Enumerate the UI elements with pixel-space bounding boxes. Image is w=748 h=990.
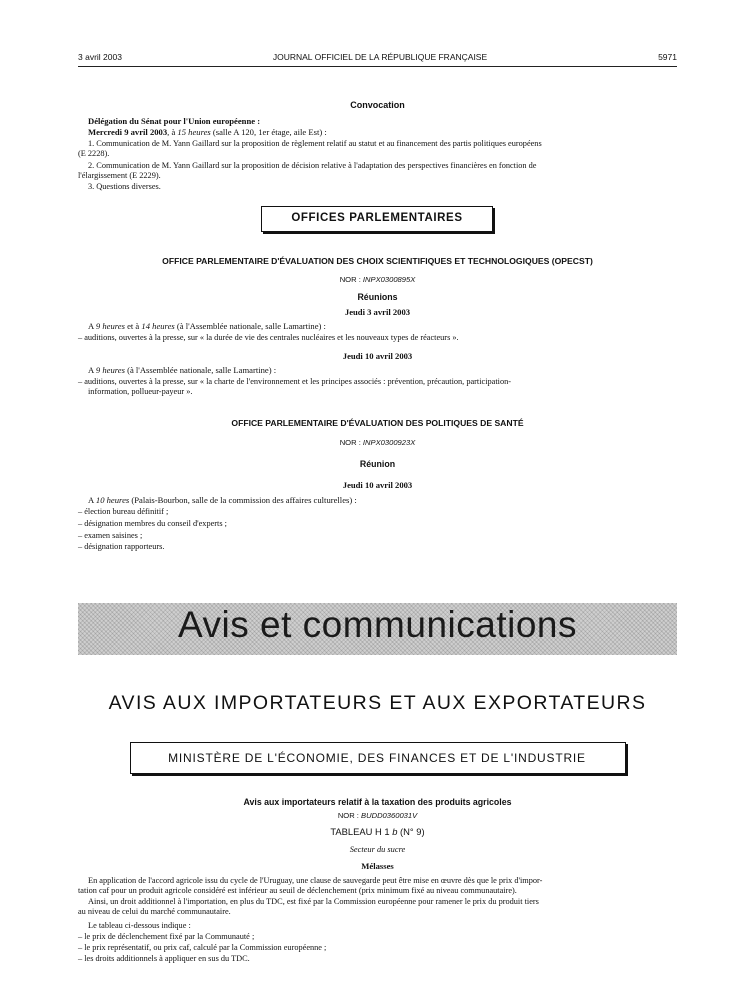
sante-title: OFFICE PARLEMENTAIRE D'ÉVALUATION DES POLITIQUES DE SANTÉ: [231, 418, 524, 428]
tableau-b: b: [392, 826, 398, 837]
sante-item-2: – désignation membres du conseil d'experts ;: [78, 519, 227, 528]
notice-list-item-1: – le prix de déclenchement fixé par la Communauté ;: [78, 932, 255, 941]
opecst-day-2-item: – auditions, ouvertes à la presse, sur « la charte de l'environnement et les principes associés : prévention, précaution, participation-: [78, 377, 512, 386]
ministry-title: MINISTÈRE DE L'ÉCONOMIE, DES FINANCES ET DE L'INDUSTRIE: [168, 751, 586, 765]
opecst-d1-a: A: [88, 321, 96, 331]
convocation-date-line: [88, 127, 327, 138]
convocation-date-sep: , à: [167, 127, 178, 137]
sante-line-c: (Palais-Bourbon, salle de la commission des affaires culturelles) :: [129, 495, 357, 505]
notice-para-1: En application de l'accord agricole issu du cycle de l'Uruguay, une clause de sauvegarde peut être mise en œuvre dès que le prix d'impor-: [88, 876, 543, 885]
opecst-day-1-item: – auditions, ouvertes à la presse, sur « la durée de vie des centrales nucléaires et les nouveaux types de réacteurs ».: [78, 333, 459, 342]
sante-line: [88, 495, 357, 506]
convocation-item-3: 3. Questions diverses.: [88, 182, 161, 191]
opecst-day-1-line: [88, 321, 326, 332]
tableau-c: (N° 9): [397, 826, 425, 837]
sante-nor-value: INPX0300923X: [362, 438, 416, 447]
opecst-day-2-item-cont: information, pollueur-payeur ».: [88, 387, 193, 396]
tableau-heading: [78, 826, 677, 837]
notice-para-3: Le tableau ci-dessous indique :: [88, 921, 191, 930]
melasses-heading: Mélasses: [361, 861, 394, 871]
opecst-day-1: Jeudi 3 avril 2003: [344, 307, 411, 317]
opecst-d2-a: A: [88, 365, 96, 375]
sante-day: Jeudi 10 avril 2003: [342, 480, 413, 490]
opecst-nor-label: NOR :: [339, 275, 363, 284]
notice-list-item-2: – le prix représentatif, ou prix caf, calculé par la Commission européenne ;: [78, 943, 327, 952]
notice-nor-label: NOR :: [337, 811, 362, 820]
opecst-title: OFFICE PARLEMENTAIRE D'ÉVALUATION DES CHOIX SCIENTIFIQUES ET TECHNOLOGIQUES (OPECST): [162, 256, 593, 266]
opecst-day-2-line: [88, 365, 276, 376]
header-rule: [78, 66, 677, 67]
opecst-day-2: Jeudi 10 avril 2003: [342, 351, 413, 361]
notice-para-1-cont: tation caf pour un produit agricole considéré est inférieur au seuil de déclenchement (prix minimum fixé au niveau communautaire).: [78, 886, 517, 895]
notice-nor-value: BUDD0360031V: [361, 811, 418, 820]
convocation-time: 15 heures: [177, 127, 211, 137]
convocation-date: Mercredi 9 avril 2003: [88, 127, 168, 137]
opecst-d2-time: 9 heures: [95, 365, 125, 375]
sante-time: 10 heures: [95, 495, 130, 505]
opecst-d1-time-2: 14 heures: [141, 321, 175, 331]
avis-section-title: AVIS AUX IMPORTATEURS ET AUX EXPORTATEURS: [108, 692, 647, 714]
convocation-item-2-cont: l'élargissement (E 2229).: [78, 171, 161, 180]
tableau-a: TABLEAU H 1: [330, 826, 393, 837]
offices-box-title: OFFICES PARLEMENTAIRES: [291, 212, 463, 224]
notice-para-2: Ainsi, un droit additionnel à l'importation, en plus du TDC, est fixé par la Commission européenne pour ramener le prix du produit tiers: [88, 897, 539, 906]
opecst-reunions-heading: Réunions: [357, 292, 398, 302]
opecst-d2-c: (à l'Assemblée nationale, salle Lamartine) :: [124, 365, 277, 375]
header-page-number: 5971: [658, 52, 677, 62]
opecst-nor-value: INPX0300895X: [362, 275, 416, 284]
opecst-d1-time-1: 9 heures: [95, 321, 125, 331]
notice-list-item-3: – les droits additionnels à appliquer en sus du TDC.: [78, 954, 250, 963]
sante-item-1: – élection bureau définitif ;: [78, 507, 169, 516]
convocation-place: (salle A 120, 1er étage, aile Est) :: [210, 127, 327, 137]
sante-line-a: A: [88, 495, 96, 505]
notice-title: Avis aux importateurs relatif à la taxation des produits agricoles: [243, 797, 512, 807]
header-date: 3 avril 2003: [78, 52, 122, 62]
notice-para-2-cont: au niveau de celui du marché communautaire.: [78, 907, 231, 916]
opecst-nor: [78, 275, 677, 284]
notice-nor: [78, 811, 677, 820]
secteur-label: Secteur du sucre: [349, 845, 406, 854]
convocation-item-1: 1. Communication de M. Yann Gaillard sur la proposition de règlement relatif au statut et au financement des partis politiques européens: [88, 139, 542, 148]
convocation-delegation: Délégation du Sénat pour l'Union européenne :: [88, 116, 261, 126]
header-journal-title: JOURNAL OFFICIEL DE LA RÉPUBLIQUE FRANÇAISE: [272, 52, 488, 62]
sante-item-4: – désignation rapporteurs.: [78, 542, 165, 551]
sante-item-3: – examen saisines ;: [78, 531, 143, 540]
sante-reunion-heading: Réunion: [359, 459, 396, 469]
convocation-item-2: 2. Communication de M. Yann Gaillard sur la proposition de décision relative à l'adaptation des perspectives financières en fonction de: [88, 161, 537, 170]
sante-nor-label: NOR :: [339, 438, 363, 447]
opecst-d1-c: (à l'Assemblée nationale, salle Lamartine) :: [174, 321, 326, 331]
sante-nor: [78, 438, 677, 447]
opecst-d1-b: et à: [124, 321, 142, 331]
avis-band-title: Avis et communications: [178, 604, 577, 645]
convocation-title: Convocation: [350, 100, 405, 110]
convocation-item-1-cont: (E 2228).: [78, 149, 110, 158]
